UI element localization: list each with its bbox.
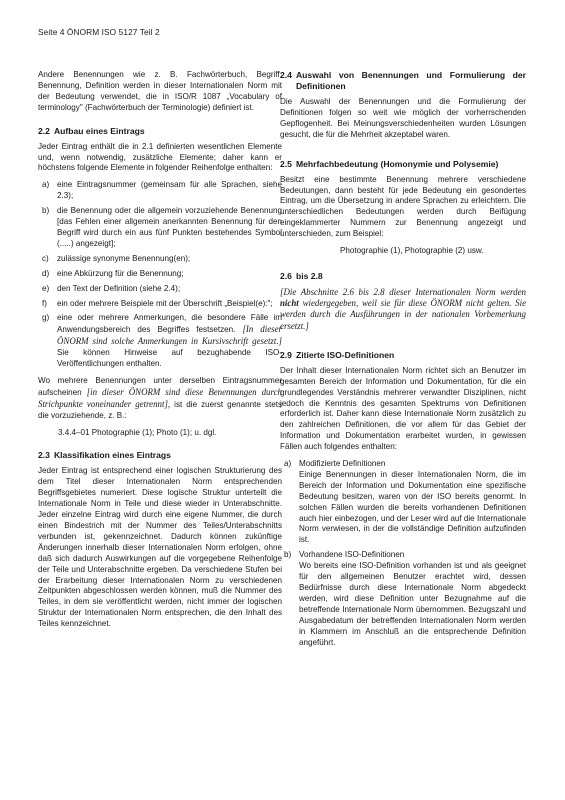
section-2-6-heading (280, 271, 526, 282)
list-item: b) Vorhandene ISO-Definitionen Wo bereits eine ISO-Definition vorhanden ist und als geeignet für den allgemeinen Benutzer erachtet wird, dessen Bedürfnisse durch diese Internationale Norm abgedeckt werden, wird diese Definition unter Bezugnahme auf die betreffende Internationale Norm übernommen. Bezugszahl und Ausgabedatum der betreffenden Internationalen Norm werden in Klammern im Anschluß an die entsprechende Definition angeführt. (284, 550, 526, 647)
list-item: a) eine Eintragsnummer (gemeinsam für alle Sprachen, siehe 2.3); (42, 180, 282, 201)
section-title: Auswahl von Benennungen und Formulierung der Definitionen (295, 70, 526, 91)
section-2-3-text: Jeder Eintrag ist entsprechend einer logischen Strukturierung des dem Titel dieser Internationalen Norm entsprechenden Begriffsgebietes numeriert. Diese logische Struktur unterteilt die Internationale Norm in Teile und diese wieder in Unterabschnitte. Jeder einzelne Eintrag wird durch eine eigene Nummer, die durch einen Bindestrich mit der Nummer des Teiles/Unterabschnitts verbunden ist, gekennzeichnet. Dadurch können zukünftige Änderungen innerhalb dieser Internationalen Norm erfolgen, ohne daß sich dadurch Auswirkungen auf die vorgegebene Reihenfolge der Teile und Unterabschnitte ergeben. Da verschiedene Stufen bei der Erarbeitung dieser Internationalen Norm zu verschiedenen Zeitpunkten abgeschlossen werden können, muß die Nummer des Teiles, in dem sie veröffentlicht werden, nicht immer der logischen Struktur der Internationalen Norm entsprechen, die den Inhalt des Teiles kennzeichnet. (38, 466, 282, 629)
italic-note: [In dieser ÖNORM sind solche Anmerkungen in Kursivschrift gesetzt.] (57, 324, 282, 347)
section-title: Mehrfachbedeutung (Homonymie und Polysemie) (295, 158, 499, 169)
italic-note: [in dieser ÖNORM sind diese Benennungen durch Strichpunkte voneinander getrennt], (38, 386, 282, 409)
list-item: d) eine Abkürzung für die Benennung; (42, 268, 184, 278)
section-2-2-intro: Jeder Eintrag enthält die in 2.1 definierten wesentlichen Elemente und, wenn notwendig, zusätzliche Elemente; daher kann er höchstens folgende Elemente in folgender Reihenfolge enthalten: (38, 141, 282, 173)
section-number: 2.2 (38, 125, 50, 136)
section-number: 2.9 (280, 349, 292, 360)
intro-paragraph: Andere Benennungen wie z. B. Fachwörterbuch, Begriff, Benennung, Definition werden in dieser Internationalen Norm mit der Bedeutung verwendet, die in ISO/R 1087 „Vocabulary of terminology" (Fachwörterbuch der Terminologie) definiert ist. (38, 70, 282, 112)
section-number: 2.3 (38, 450, 50, 461)
section-2-5-heading (280, 159, 526, 170)
left-column (38, 70, 282, 636)
section-number: 2.5 (280, 158, 292, 169)
example-line: 3.4.4–01 Photographie (1); Photo (1); u. dgl. (58, 427, 217, 437)
list-item: e) den Text der Definition (siehe 2.4); (42, 283, 181, 293)
section-title: bis 2.8 (295, 270, 323, 281)
item-title: Vorhandene ISO-Definitionen (299, 550, 405, 560)
item-title: Modifizierte Definitionen (299, 459, 386, 469)
list-item: c) zulässige synonyme Benennung(en); (42, 253, 191, 263)
section-2-9-heading (280, 350, 526, 361)
section-2-9-text: Der Inhalt dieser Internationalen Norm richtet sich an Benutzer im gesamten Bereich der Information und Dokumentation, für die ein grundlegendes Verständnis mehrerer verwandter Disziplinen, nicht jedoch die Kenntnis des gesamten Spektrums von Definitionen erforderlich ist. Daher kann diese Internationale Norm zusätzlich zu den zahlreichen Definitionen, die vor allem für das Gebiet der Information und Dokumentation erarbeitet wurden, in gewissen Fällen auch folgendes enthalten: (280, 365, 526, 452)
section-2-4-text: Die Auswahl der Benennungen und die Formulierung der Definitionen folgen so weit wie möglich der vorherrschenden Gepflogenheit. Bei Meinungsverschiedenheiten wurden Lösungen gesucht, die für die Mehrheit akzeptabel waren. (280, 97, 526, 139)
example-line: Photographie (1), Photographie (2) usw. (340, 246, 484, 256)
list-item: a) Modifizierte Definitionen Einige Benennungen in dieser Internationalen Norm, die im Bereich der Information und Dokumentation eine spezifische Bedeutung besitzen, waren von der ISO bereits genormt. In solchen Fällen wurden die bereits vorhandenen Definitionen auch hier einbezogen, und der Leser wird auf die Internationale Norm verwiesen, in der die vollständige Definition aufzufinden ist. (284, 459, 526, 545)
entry-element-list (38, 180, 282, 370)
section-2-4-heading (280, 70, 526, 92)
section-2-6-note: [Die Abschnitte 2.6 bis 2.8 dieser Internationalen Norm werden nicht wiedergegeben, weil sie für diese ÖNORM nicht gelten. Sie werden durch die Ausführungen in der nationalen Vorbemerkung ersetzt.] (280, 286, 527, 331)
section-number: 2.4 (280, 70, 292, 80)
multiple-terms-paragraph: Wo mehrere Benennungen unter derselben Eintragsnummer aufscheinen [in dieser ÖNORM sind diese Benennungen durch Strichpunkte voneinander getrennt], ist die zuerst genannte stets die vorzuziehende, z. B.: (38, 375, 283, 420)
section-number: 2.6 (280, 270, 292, 281)
section-2-2-heading (38, 126, 282, 137)
list-item: b) die Benennung oder die allgemein vorzuziehende Benennung [das Fehlen einer allgemein anerkannten Benennung für den Begriff wird durch ein aus fünf Punkten bestehendes Symbol (.....) angezeigt]; (42, 206, 282, 248)
page-header: Seite 4 ÖNORM ISO 5127 Teil 2 (38, 27, 160, 37)
list-item: g) eine oder mehrere Anmerkungen, die besondere Fälle im Anwendungsbereich des Begriffes festsetzen. [In dieser ÖNORM sind solche Anmerkungen in Kursivschrift gesetzt.] Sie können Hinweise auf bezughabende ISO-Veröffentlichungen enthalten. (42, 313, 282, 369)
section-2-5-text: Besitzt eine bestimmte Benennung mehrere verschiedene Bedeutungen, dann besteht für jede Bedeutung ein gesondertes Eintrag, um die Übersetzung in andere Sprachen zu erleichtern. Die unterschiedlichen Bedeutungen werden durch Beifügung eingeklammerter Nummern zur Benennung angezeigt und unterschieden, zum Beispiel: (280, 174, 526, 239)
section-title: Aufbau eines Eintrags (53, 125, 145, 136)
iso-definition-list (280, 459, 526, 648)
emphasis-nicht: nicht (280, 298, 299, 309)
right-column (280, 70, 526, 654)
section-2-3-heading (38, 450, 282, 461)
section-title: Zitierte ISO-Definitionen (295, 349, 395, 360)
list-item: f) ein oder mehrere Beispiele mit der Überschrift „Beispiel(e):"; (42, 298, 273, 308)
section-title: Klassifikation eines Eintrags (53, 450, 171, 461)
